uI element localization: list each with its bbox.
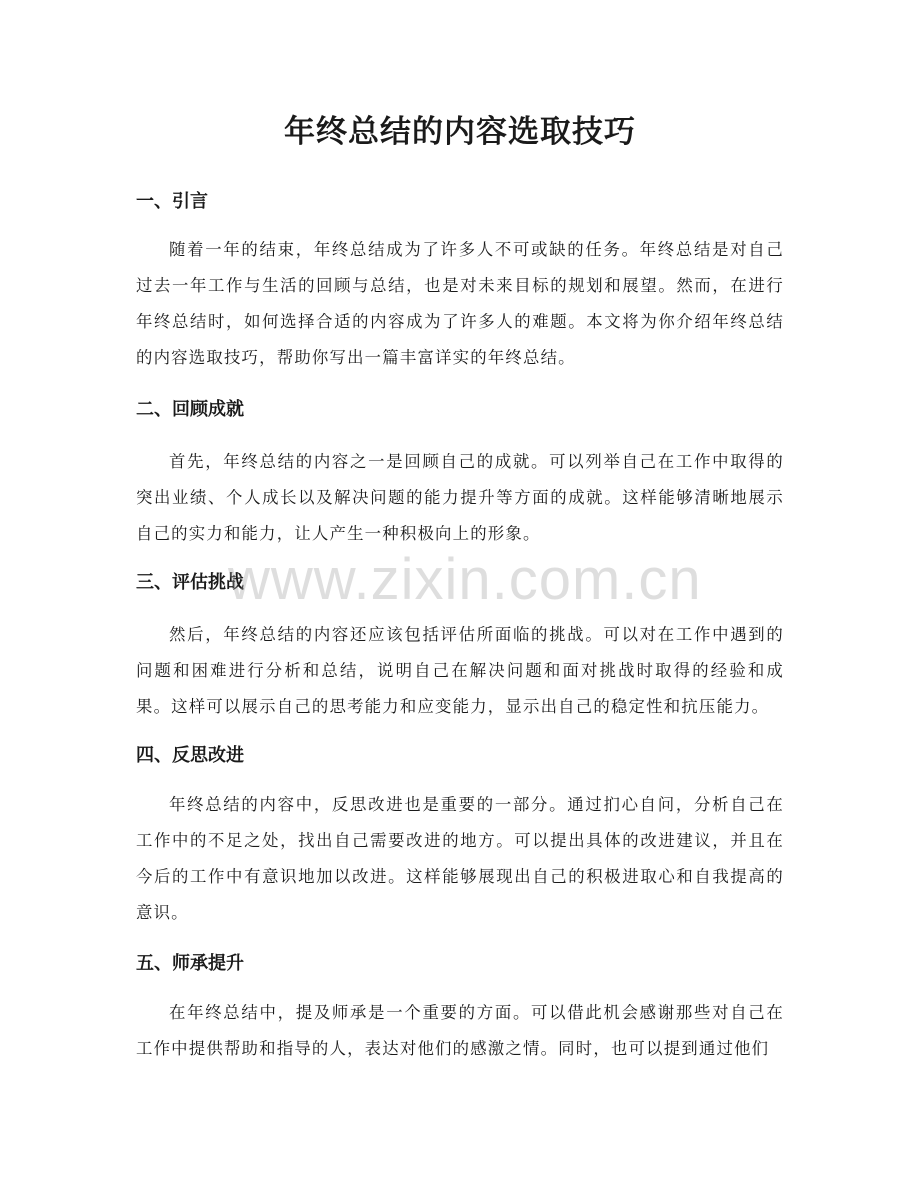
section-body-achievements: 首先，年终总结的内容之一是回顾自己的成就。可以列举自己在工作中取得的突出业绩、个人成长以及解决问题的能力提升等方面的成就。这样能够清晰地展示自己的实力和能力，让人产生一种积极向上的形象。 bbox=[136, 452, 784, 543]
section-heading-introduction: 一、引言 bbox=[136, 191, 208, 212]
document-title: 年终总结的内容选取技巧 bbox=[284, 114, 636, 150]
section-body-introduction: 随着一年的结束，年终总结成为了许多人不可或缺的任务。年终总结是对自己过去一年工作与生活的回顾与总结，也是对未来目标的规划和展望。然而，在进行年终总结时，如何选择合适的内容成为了许多人的难题。本文将为你介绍年终总结的内容选取技巧，帮助你写出一篇丰富详实的年终总结。 bbox=[136, 240, 784, 367]
section-heading-achievements: 二、回顾成就 bbox=[136, 399, 244, 420]
section-body-challenges: 然后，年终总结的内容还应该包括评估所面临的挑战。可以对在工作中遇到的问题和困难进行分析和总结，说明自己在解决问题和面对挑战时取得的经验和成果。这样可以展示自己的思考能力和应变能力，显示出自己的稳定性和抗压能力。 bbox=[136, 625, 784, 716]
section-body-mentorship: 在年终总结中，提及师承是一个重要的方面。可以借此机会感谢那些对自己在工作中提供帮助和指导的人，表达对他们的感激之情。同时，也可以提到通过他们 bbox=[136, 1003, 784, 1058]
section-heading-mentorship: 五、师承提升 bbox=[136, 953, 244, 974]
watermark: www.zixin.com.cn bbox=[228, 547, 702, 612]
section-body-reflection: 年终总结的内容中，反思改进也是重要的一部分。通过扪心自问，分析自己在工作中的不足之处，找出自己需要改进的地方。可以提出具体的改进建议，并且在今后的工作中有意识地加以改进。这样能够展现出自己的积极进取心和自我提高的意识。 bbox=[136, 795, 784, 922]
section-heading-reflection: 四、反思改进 bbox=[136, 745, 244, 766]
section-heading-challenges: 三、评估挑战 bbox=[136, 572, 244, 593]
